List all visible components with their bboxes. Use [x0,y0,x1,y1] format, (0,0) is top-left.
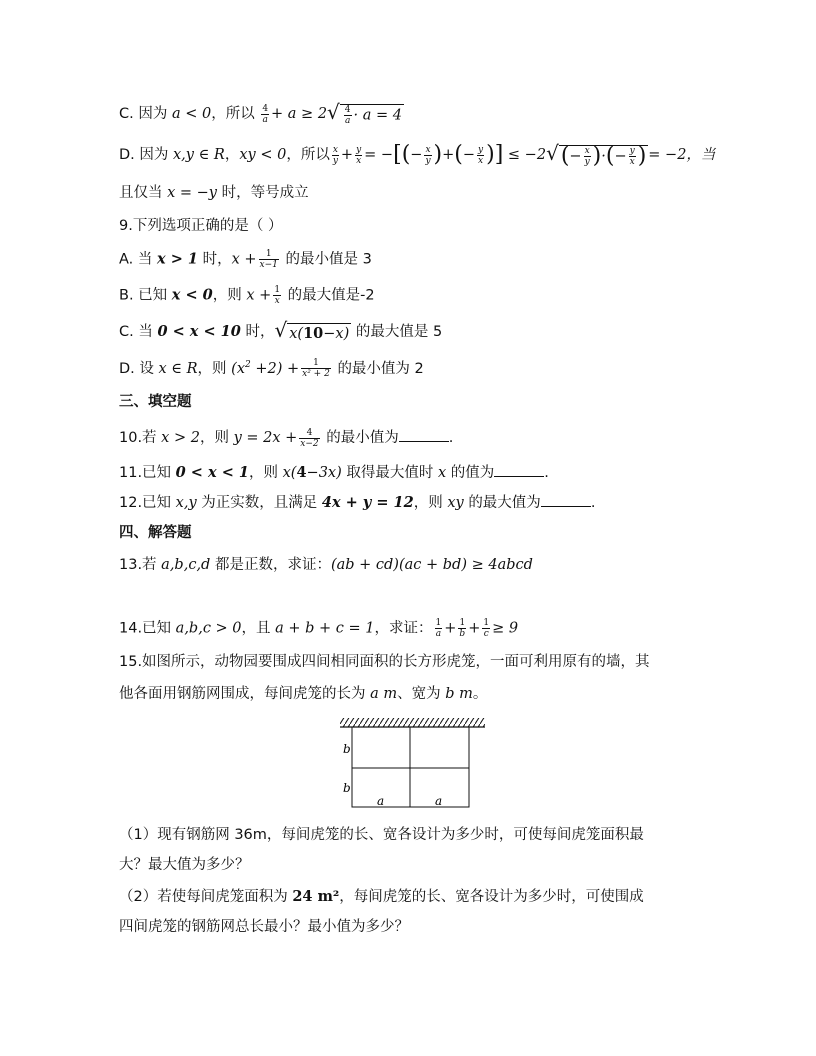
label-b-top: b [343,742,351,756]
label-a-right: a [435,794,443,808]
answer-blank[interactable] [494,462,544,477]
fraction: $\frac{4}{a}$ [262,103,269,125]
expr-end: = −2，当 [648,147,716,163]
connector: 为正实数，且满足 [201,495,318,511]
tail-text: 的最小值为 [326,430,399,446]
tail-text: 的最小值为 2 [337,360,424,377]
condition: a < 0 [171,106,212,122]
label-b-bottom: b [343,781,351,795]
condition: x < 0 [171,286,213,304]
question-number: 12.已知 [119,495,172,511]
expr-end: ≥ 9 [492,620,519,637]
text: ，每间虎笼的长、宽各设计为多少时，可使围成 [339,889,644,905]
text: （2）若使每间虎笼面积为 [119,889,288,905]
period: . [448,430,454,446]
question-9-title: 9.下列选项正确的是（ ） [119,218,283,234]
question-10: 10.若 x > 2，则 y = 2x + $\frac{4}{x-2}$ 的最小值为 . [119,427,454,449]
variable: xy [447,495,464,511]
connector: 都是正数，求证： [214,557,331,573]
option-9c: C. 当 0 < x < 10 时，√ x(10−x) 的最大值是 5 [119,318,443,342]
expr-end: · a = 4 [353,107,402,124]
label-a-left: a [377,794,385,808]
condition: x,y ∈ R [173,147,225,163]
condition: a,b,c > 0 [175,620,242,637]
condition: 4x + y = 12 [321,494,414,511]
period: . [590,495,596,511]
connector: ，求证： [374,620,433,637]
option-9b: B. 已知 x < 0，则 x + $\frac{1}{x}$ 的最大值是-2 [119,285,375,306]
option-label: D. 因为 [119,147,169,163]
expression: (ab + cd)(ac + bd) ≥ 4abcd [330,557,533,573]
q15-part1-line2: 大？最大值为多少？ [119,857,250,873]
condition: 0 < x < 1 [175,464,249,481]
connector: ，则 [199,430,229,446]
condition: x ∈ R [158,360,198,377]
wall-hatch [340,718,485,727]
connector: ，则 [197,360,227,377]
connector: ，所以 [211,106,255,122]
connector: ，则 [212,287,242,304]
question-number: 11.已知 [119,465,172,481]
variable: x [437,465,447,481]
answer-blank[interactable] [541,492,591,507]
option-d-cont [119,183,309,203]
sqrt: √ $\frac{4}{a}$ · a = 4 [327,100,402,126]
tail-text: 的最大值是 5 [355,323,443,340]
tail-text: 的最小值是 3 [285,251,372,268]
question-15-line2 [119,684,487,704]
question-12 [119,492,595,513]
option-label: C. 因为 [119,106,168,122]
question-15-line1: 15.如图所示，动物园要围成四间相同面积的长方形虎笼，一面可利用原有的墙，其 [119,654,650,670]
connector: ，则 [413,495,443,511]
unit: b m [445,686,473,702]
text: 时，等号成立 [221,185,309,201]
question-number: 13.若 [119,557,157,573]
period: . [544,465,549,481]
condition: 0 < x < 10 [157,322,241,340]
option-9d: D. 设 x ∈ R，则 $(x^2 +2)$ + $\frac{1}{\text{x² + 2}}$ 的最小值为 2 [119,358,424,380]
unit: a m [370,686,398,702]
text: 且仅当 [119,185,163,201]
option-label: D. 设 [119,360,154,377]
option-c-q8: C. 因为 a < 0，所以 $\frac{4}{a}$ + a ≥ 2√ $\frac{4}{a}$ · a = 4 [119,100,402,126]
q15-part2-line1 [119,887,644,907]
equation: x = −y [167,185,217,201]
question-13 [119,555,533,575]
question-number: 14.已知 [119,620,172,637]
option-d-q8: D. 因为 x,y ∈ R，xy < 0，所以 $\frac{x}{y}$ + $\frac{y}{x}$ = −[(− $\frac{x}{y}$ )+(− $\frac{y}{x}$ )] ≤ −2√(− $\frac{x}{y}$ )·(− $\frac{y}{x}$ ) = −2，当 [119,141,716,169]
condition: x > 2 [161,430,200,446]
answer-blank[interactable] [399,427,449,442]
option-label: B. 已知 [119,287,168,304]
question-14: 14.已知 a,b,c > 0，且 a + b + c = 1，求证： $\frac{1}{a}$ + $\frac{1}{b}$ + $\frac{1}{c}$ ≥ 9 [119,618,519,639]
cage-diagram [335,716,490,811]
tiger-cage-figure [335,716,490,815]
condition: a + b + c = 1 [275,620,375,637]
question-number: 10.若 [119,430,157,446]
tail-text: 的最大值是-2 [287,287,375,304]
option-label: A. 当 [119,251,153,268]
connector: 时， [245,323,275,340]
variables: x,y [175,495,197,511]
q15-part1-line1: （1）现有钢筋网 36m，每间虎笼的长、宽各设计为多少时，可使每间虎笼面积最 [119,827,644,843]
text: 、宽为 [397,686,441,702]
connector: 时， [202,251,232,268]
condition: xy < 0 [239,147,287,163]
section-heading-fill: 三、填空题 [119,394,192,410]
question-11: 11.已知 0 < x < 1，则 x(4−3x) 取得最大值时 x 的值为 . [119,464,549,481]
option-9a: A. 当 x > 1 时，x + $\frac{1}{x-1}$ 的最小值是 3 [119,249,372,270]
text: 他各面用钢筋网围成，每间虎笼的长为 [119,686,366,702]
q15-part2-line2: 四间虎笼的钢筋网总长最小？最小值为多少？ [119,919,409,935]
text: 。 [472,686,488,702]
tail-text: 的最大值为 [468,495,541,511]
connector: ，所以 [286,147,330,163]
variables: a,b,c,d [161,557,211,573]
tail-text: 的值为 [450,465,495,481]
connector: ，则 [249,465,278,481]
connector: ，且 [241,620,271,637]
condition: x > 1 [157,250,198,268]
tail-text: 取得最大值时 [346,465,434,481]
option-label: C. 当 [119,323,153,340]
area-value: 24 m² [292,888,340,905]
section-heading-answer: 四、解答题 [119,525,192,541]
